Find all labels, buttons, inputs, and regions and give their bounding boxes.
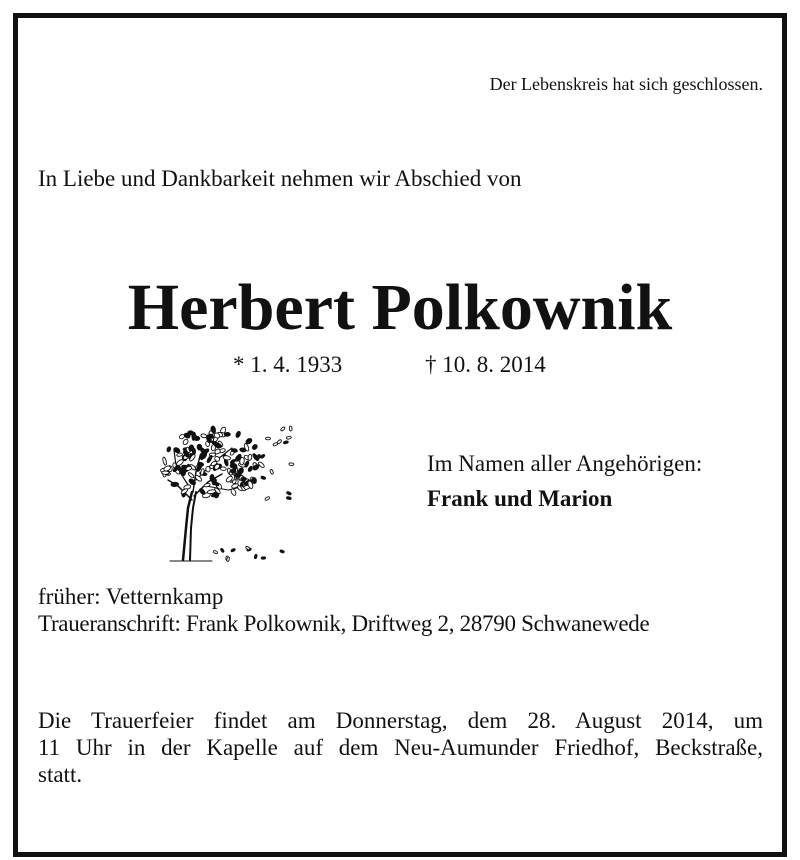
birth-date: * 1. 4. 1933	[233, 352, 343, 377]
deceased-name: Herbert Polkownik	[127, 271, 673, 344]
motto: Der Lebenskreis hat sich geschlossen.	[489, 74, 763, 94]
death-date: † 10. 8. 2014	[425, 352, 546, 377]
funeral-service-text	[38, 707, 763, 788]
tree-with-falling-leaves-icon	[150, 400, 300, 570]
service-line: statt.	[38, 762, 83, 787]
service-line: Die Trauerfeier findet am Donnerstag, dem 28. August 2014, um	[38, 708, 763, 733]
intro-text: In Liebe und Dankbarkeit nehmen wir Abschied von	[38, 166, 522, 191]
on-behalf-text: Im Namen aller Angehörigen:	[427, 451, 703, 476]
signers: Frank und Marion	[427, 486, 613, 511]
mourning-address: Traueranschrift: Frank Polkownik, Driftweg 2, 28790 Schwanewede	[38, 611, 650, 636]
former-address: früher: Vetternkamp	[38, 584, 224, 609]
service-line: 11 Uhr in der Kapelle auf dem Neu-Aumunder Friedhof, Beckstraße,	[38, 735, 763, 760]
